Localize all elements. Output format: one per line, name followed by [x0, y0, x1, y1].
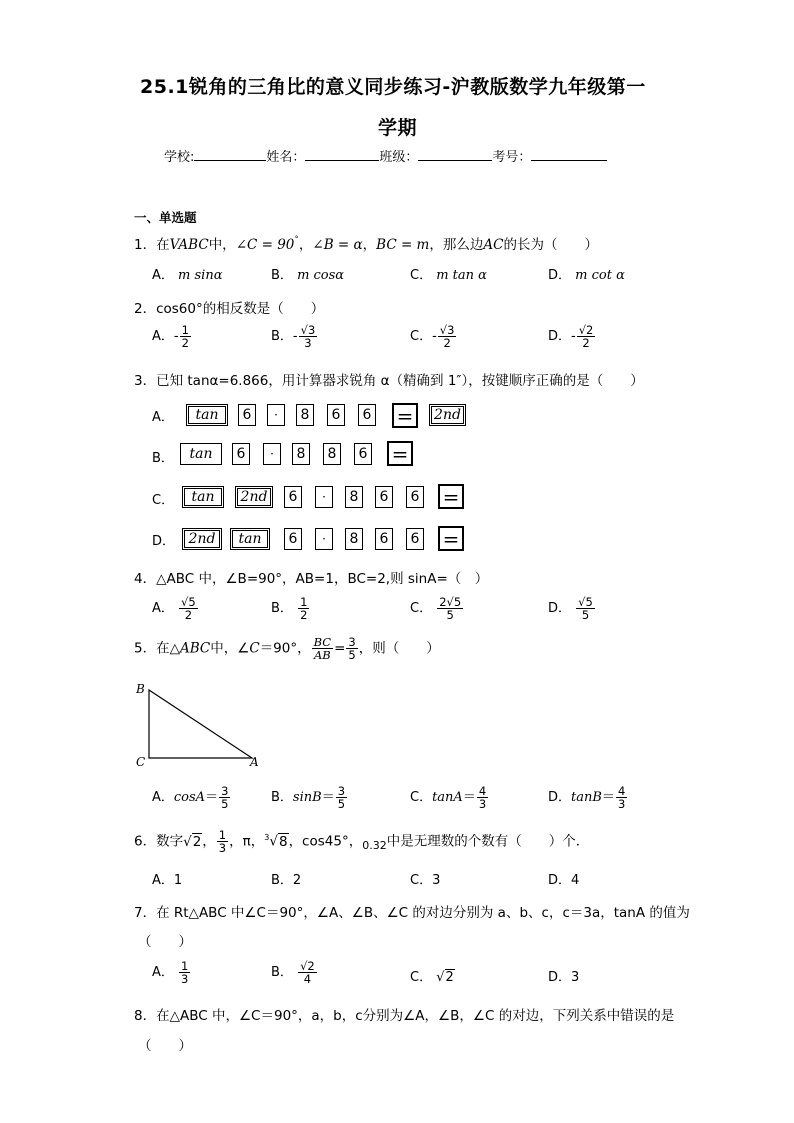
key-8: 8 [323, 443, 341, 465]
class-label: 班级： [379, 150, 419, 165]
school-blank[interactable] [194, 147, 266, 161]
key-2nd: 2nd [182, 528, 222, 550]
key-dot: · [315, 528, 333, 550]
question-8: 8．在△ABC 中，∠C＝90°，a，b，c分别为∠A，∠B，∠C 的对边，下列关系中错误的是 [134, 1008, 675, 1024]
vertex-b-label: B [136, 682, 145, 696]
question-5: 5．在△ABC中，∠C＝90°， $\frac{BC}{AB}$ = $\frac{3}{5}$ ，则（ ） [134, 635, 440, 663]
q1-option-d[interactable]: D． m cot α [548, 268, 625, 283]
key-8: 8 [345, 486, 363, 508]
q1-option-a[interactable]: A． m sinα [152, 268, 223, 283]
name-label: 姓名： [266, 150, 306, 165]
q1-number: 1． [134, 237, 157, 253]
q3-option-c[interactable]: C． [152, 493, 175, 508]
q1-option-b[interactable]: B． m cosα [271, 268, 345, 283]
key-equals: = [438, 526, 464, 551]
key-6: 6 [358, 404, 376, 426]
q1-text: ， [298, 237, 313, 253]
key-6: 6 [406, 528, 424, 550]
q5-option-a[interactable]: A．cosA＝ $\frac{3}{5}$ [152, 784, 229, 812]
q1-ac: AC [483, 237, 504, 253]
key-tan: tan [182, 486, 224, 508]
key-6: 6 [232, 443, 250, 465]
key-6: 6 [375, 486, 393, 508]
q7-option-b[interactable]: B． $\frac{√2}{4}$ [271, 959, 315, 987]
vertex-c-label: C [136, 755, 146, 769]
key-tan: tan [180, 443, 222, 465]
q5-option-b[interactable]: B．sinB＝ $\frac{3}{5}$ [271, 784, 346, 812]
q1-angle-c: ∠C = 90 [235, 237, 295, 253]
question-7: 7．在 Rt△ABC 中∠C＝90°，∠A、∠B、∠C 的对边分别为 a、b、c，c＝3a，tanA 的值为 [134, 905, 690, 921]
key-dot: · [315, 486, 333, 508]
q1-option-c[interactable]: C． m tan α [410, 268, 487, 283]
key-tan: tan [230, 528, 270, 550]
class-blank[interactable] [418, 147, 492, 161]
question-8-line2: （ ） [138, 1038, 192, 1054]
q1-text: 中， [208, 237, 236, 253]
q4-option-a[interactable]: A． $\frac{√5}{2}$ [152, 595, 196, 623]
q3-option-b[interactable]: B． [152, 451, 174, 466]
q1-text: ， [362, 237, 377, 253]
key-dot: · [263, 443, 281, 465]
school-label: 学校: [164, 150, 195, 165]
question-6: 6．数字√2， $\frac{1}{3}$ ，π，$^3$√8，cos45°，$_{0.32}$中是无理数的个数有（ ）个． [134, 828, 590, 856]
key-dot: · [267, 404, 285, 426]
q1-text: 在 [156, 237, 170, 253]
page-title-line2: 学期 [378, 117, 418, 139]
q5-option-d[interactable]: D．tanB＝ $\frac{4}{3}$ [548, 784, 626, 812]
page-title: 25.1锐角的三角比的意义同步练习-沪教版数学九年级第一 [140, 76, 646, 98]
q3-option-a[interactable]: A． [152, 410, 174, 425]
key-6: 6 [406, 486, 424, 508]
triangle-figure [130, 680, 270, 774]
q5-option-c[interactable]: C．tanA＝ $\frac{4}{3}$ [410, 784, 487, 812]
question-7-line2: （ ） [138, 934, 192, 950]
vertex-a-label: A [250, 755, 259, 769]
name-blank[interactable] [305, 147, 379, 161]
question-1 [134, 233, 598, 253]
question-3: 3．已知 tanα=6.866，用计算器求锐角 α（精确到 1″），按键顺序正确的是（ ） [134, 373, 644, 389]
key-6: 6 [238, 404, 256, 426]
key-equals: = [438, 484, 464, 509]
key-6: 6 [354, 443, 372, 465]
key-equals: = [387, 441, 413, 466]
key-tan: tan [186, 404, 228, 426]
triangle-abc [149, 690, 252, 758]
q1-text: ，那么边 [429, 237, 484, 253]
student-info-line [164, 146, 607, 165]
question-2: 2．cos60°的相反数是（ ） [134, 301, 325, 317]
key-equals: = [392, 403, 418, 428]
q6-option-d[interactable]: D．4 [548, 873, 580, 888]
q1-text: 的长为（ ） [503, 237, 598, 253]
question-4: 4．△ABC 中，∠B=90°，AB=1，BC=2,则 sinA=（ ） [134, 571, 489, 587]
q4-option-d[interactable]: D． $\frac{√5}{5}$ [548, 595, 593, 623]
key-6: 6 [284, 486, 302, 508]
q1-bc: BC = m [376, 237, 430, 253]
number-label: 考号： [492, 150, 532, 165]
key-2nd: 2nd [235, 486, 273, 508]
q6-option-c[interactable]: C．3 [410, 873, 441, 888]
q6-option-a[interactable]: A．1 [152, 873, 183, 888]
key-6: 6 [327, 404, 345, 426]
q6-option-b[interactable]: B．2 [271, 873, 302, 888]
q4-option-b[interactable]: B． $\frac{1}{2}$ [271, 595, 308, 623]
q7-option-c[interactable]: C． √2 [410, 970, 454, 985]
key-8: 8 [292, 443, 310, 465]
key-6: 6 [375, 528, 393, 550]
q2-option-a[interactable]: A．- $\frac{1}{2}$ [152, 323, 189, 351]
section-title: 一、单选题 [134, 210, 197, 225]
q2-option-b[interactable]: B．- $\frac{√3}{3}$ [271, 323, 316, 351]
key-6: 6 [284, 528, 302, 550]
key-8: 8 [345, 528, 363, 550]
key-8: 8 [296, 404, 314, 426]
q1-angle-b: ∠B = α [312, 237, 363, 253]
number-blank[interactable] [531, 147, 607, 161]
q7-option-d[interactable]: D．3 [548, 970, 580, 985]
q2-option-c[interactable]: C．- $\frac{√3}{2}$ [410, 323, 455, 351]
q1-degree: ˚ [294, 236, 299, 247]
q4-option-c[interactable]: C． $\frac{2√5}{5}$ [410, 595, 462, 623]
q1-triangle: VABC [169, 237, 209, 253]
key-2nd: 2nd [429, 404, 466, 426]
q7-option-a[interactable]: A． $\frac{1}{3}$ [152, 959, 189, 987]
q2-option-d[interactable]: D．- $\frac{√2}{2}$ [548, 323, 594, 351]
q3-option-d[interactable]: D． [152, 534, 176, 549]
